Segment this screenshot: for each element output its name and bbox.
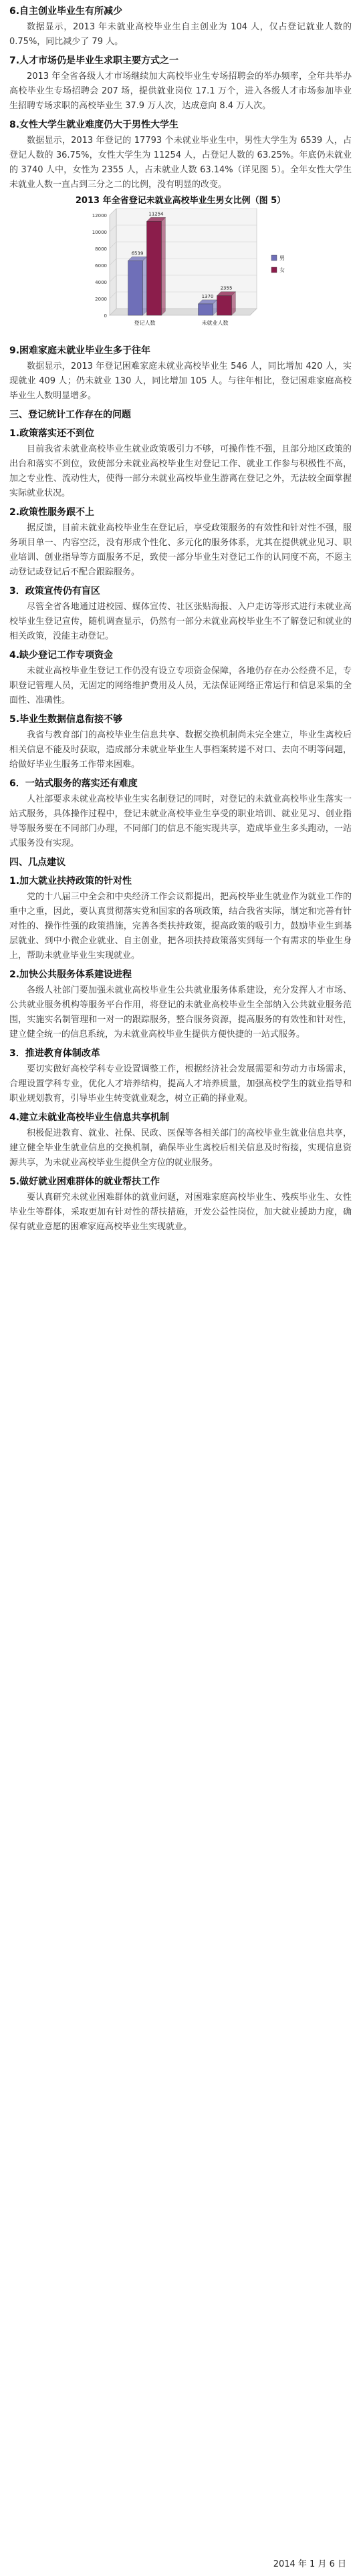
- bar-front: [199, 304, 213, 315]
- section-block: [9, 776, 352, 851]
- section-6: [9, 4, 352, 49]
- section-paragraph: 数据显示，2013 年登记的 17793 个未就业毕业生中，男性大学生为 6539 人，占登记人数的 36.75%，女性大学生为 11254 人，占登记人数的 63.25%。年底仍未就业的 3740 人中，女性为 2355 人，占未就业人数 63.14%（详见图 5）。全年女性大学生未就业人数一直占到三分之二的比例，没有明显的改变。: [9, 136, 352, 190]
- y-tick-label: 12000: [92, 213, 107, 218]
- section-heading: 三、登记统计工作存在的问题: [9, 410, 131, 420]
- section-paragraph: 数据显示，2013 年未就业高校毕业生自主创业为 104 人，仅占登记就业人数的 0.75%，同比减少了 79 人。: [9, 22, 352, 47]
- section-block: [9, 712, 352, 772]
- section-heading: 8.女性大学生就业难度仍大于男性大学生: [9, 120, 179, 130]
- section-heading: 2.加快公共服务体系建设进程: [9, 969, 132, 980]
- section-paragraph: 人社部要求未就业高校毕业生实名制登记的同时，对登记的未就业高校毕业生落实一站式服务，具体操作过程中，登记未就业高校毕业生享受的职业培训、就业见习、创业指导等服务要在不同部门办理，不同部门的信息不能实现共享，造成毕业生多头跑动，一站式服务没有实现。: [9, 794, 352, 848]
- y-tick-label: 6000: [95, 263, 107, 269]
- section-paragraph: 未就业高校毕业生登记工作仍没有设立专项资金保障，各地仍存在办公经费不足，专职登记管理人员，无固定的网络维护费用及人员，无法保证网络正常运行和信息采集的全面性、准确性。: [9, 666, 352, 705]
- section-paragraph: 我省与教育部门的高校毕业生信息共享、数据交换机制尚未完全建立，毕业生离校后相关信息不能及时获取，造成部分未就业毕业生人事档案转递不对口、去向不明等问题，给做好毕业生服务工作带来困难。: [9, 730, 352, 770]
- section-block: [9, 874, 352, 963]
- document-page: [0, 4, 361, 2576]
- bar-side: [143, 257, 147, 315]
- bar-side: [232, 292, 236, 315]
- section-heading: 4.建立未就业高校毕业生信息共享机制: [9, 1112, 170, 1123]
- section-heading: 7.人才市场仍是毕业生求职主要方式之一: [9, 55, 179, 66]
- section-block: [9, 343, 352, 404]
- section-block: [9, 967, 352, 1042]
- section-paragraph: 数据显示，2013 年登记困难家庭未就业高校毕业生 546 人，同比增加 420 人，实现就业 409 人；仍未就业 130 人，同比增加 105 人。与往年相比，登记困难家庭高校毕业生人数明显增多。: [9, 361, 352, 401]
- section-heading: 9.困难家庭未就业毕业生多于往年: [9, 345, 151, 356]
- bar-chart-svg: [9, 208, 352, 335]
- bar-front: [217, 296, 232, 315]
- y-tick-label: 0: [104, 313, 107, 319]
- bar-value-label: 2355: [220, 285, 233, 291]
- bar-side: [162, 217, 166, 315]
- bar-front: [147, 221, 162, 315]
- bar-value-label: 6539: [131, 251, 144, 257]
- section-block: [9, 1046, 352, 1106]
- y-tick-label: 10000: [92, 230, 107, 235]
- section-heading: 四、几点建议: [9, 857, 66, 868]
- legend-label: 女: [279, 267, 285, 273]
- section-8: [9, 118, 352, 192]
- bar-value-label: 11254: [148, 211, 164, 217]
- section-heading: 6.自主创业毕业生有所减少: [9, 6, 123, 17]
- section-paragraph: 要切实做好高校学科专业设置调整工作，根据经济社会发展需要和劳动力市场需求，合理设置学科专业，优化人才培养结构，提高人才培养质量，加强高校学生的就业指导和职业规划教育，引导毕业生转变就业观念，树立正确的择业观。: [9, 1064, 352, 1104]
- legend-swatch: [271, 255, 277, 261]
- section-heading: 6．一站式服务的落实还有难度: [9, 778, 138, 789]
- legend-label: 男: [279, 255, 285, 261]
- section-paragraph: 2013 年全省各级人才市场继续加大高校毕业生专场招聘会的举办频率，全年共举办高校毕业生专场招聘会 207 场，提供就业岗位 17.1 万个，进入各级人才市场参加毕业生招聘专场求职的高校毕业生 37.9 万人次，达成意向 8.4 万人次。: [9, 71, 352, 111]
- section-paragraph: 积极促进教育、就业、社保、民政、医保等各相关部门的高校毕业生就业信息共享，建立健全毕业生就业信息的交换机制，确保毕业生离校后相关信息及时衔接，实现信息资源共享，为未就业高校毕业生提供全方位的就业服务。: [9, 1128, 352, 1168]
- section-heading: 5.毕业生数据信息衔接不够: [9, 714, 123, 725]
- legend-swatch: [271, 267, 277, 273]
- section-block: [9, 505, 352, 580]
- y-tick-label: 4000: [95, 280, 107, 285]
- section-paragraph: 要认真研究未就业困难群体的就业问题，对困难家庭高校毕业生、残疾毕业生、女性毕业生等群体，采取更加有针对性的帮扶措施，开发公益性岗位，加大就业援助力度，确保有就业意愿的困难家庭高校毕业生实现就业。: [9, 1192, 352, 1232]
- section-heading: 2.政策性服务跟不上: [9, 507, 95, 518]
- section-heading: 3．推进教育体制改革: [9, 1048, 100, 1059]
- section-block: [9, 855, 352, 870]
- y-tick-label: 2000: [95, 297, 107, 302]
- document-date: 2014 年 1 月 6 日: [273, 2559, 346, 2569]
- section-paragraph: 据反馈，目前未就业高校毕业生在登记后，享受政策服务的有效性和针对性不强，服务项目单一、内容空泛，没有形成个性化、多元化的服务体系，尤其在提供就业见习、职业培训、创业指导等方面服务不足，致使一部分毕业生对登记工作的认同度不高，不愿主动登记或登记后不配合跟踪服务。: [9, 523, 352, 577]
- section-heading: 1.加大就业扶持政策的针对性: [9, 876, 132, 887]
- section-block: [9, 648, 352, 708]
- section-paragraph: 尽管全省各地通过进校园、媒体宣传、社区张贴海报、入户走访等形式进行未就业高校毕业生登记宣传，随机调查显示，仍然有一部分未就业高校毕业生不了解登记和就业的相关政策，没能主动登记。: [9, 602, 352, 641]
- y-tick-label: 8000: [95, 247, 107, 252]
- section-block: [9, 1174, 352, 1235]
- section-paragraph: 党的十八届三中全会和中央经济工作会议都提出，把高校毕业生就业作为就业工作的重中之重，因此，要认真贯彻落实党和国家的各项政策，结合我省实际，制定和完善有针对性的、操作性强的政策措施，完善各类扶持政策，提高政策的吸引力，鼓励毕业生到基层就业、到中小微企业就业、自主创业，把各项扶持政策落实到每一个有需求的毕业生身上，帮助未就业毕业生实现就业。: [9, 892, 352, 961]
- section-heading: 1.政策落实还不到位: [9, 428, 95, 439]
- gender-ratio-chart: [9, 194, 352, 338]
- section-block: [9, 1110, 352, 1170]
- section-block: [9, 584, 352, 644]
- bar-front: [128, 261, 143, 315]
- section-heading: 4.缺少登记工作专项资金: [9, 650, 114, 661]
- section-block: [9, 426, 352, 501]
- section-heading: 5.做好就业困难群体的就业帮扶工作: [9, 1176, 160, 1187]
- section-paragraph: 目前我省未就业高校毕业生就业政策吸引力不够，可操作性不强，且部分地区政策的出台和落实不到位，致使部分未就业高校毕业生对登记工作、就业工作参与积极性不高，加之专业性、流动性大，使得一部分未就业高校毕业生游离在登记之外，无法较全面掌握实际就业状况。: [9, 444, 352, 498]
- chart-title: 2013 年全省登记未就业高校毕业生男女比例（图 5）: [75, 196, 286, 206]
- section-7: [9, 53, 352, 114]
- category-label: 未就业人数: [201, 320, 229, 326]
- bar-value-label: 1370: [201, 293, 214, 299]
- section-heading: 3．政策宣传仍有盲区: [9, 586, 100, 597]
- section-paragraph: 各级人社部门要加强未就业高校毕业生公共就业服务体系建设，充分发挥人才市场、公共就业服务机构等服务平台作用，将登记的未就业高校毕业生全部纳入公共就业服务范围，实施实名制管理和一对一的跟踪服务，整合服务资源，提高服务的有效性和针对性，建立健全统一的信息系统，为未就业高校毕业生提供方便快捷的一站式服务。: [9, 985, 352, 1039]
- category-label: 登记人数: [134, 320, 156, 326]
- section-block: [9, 408, 352, 422]
